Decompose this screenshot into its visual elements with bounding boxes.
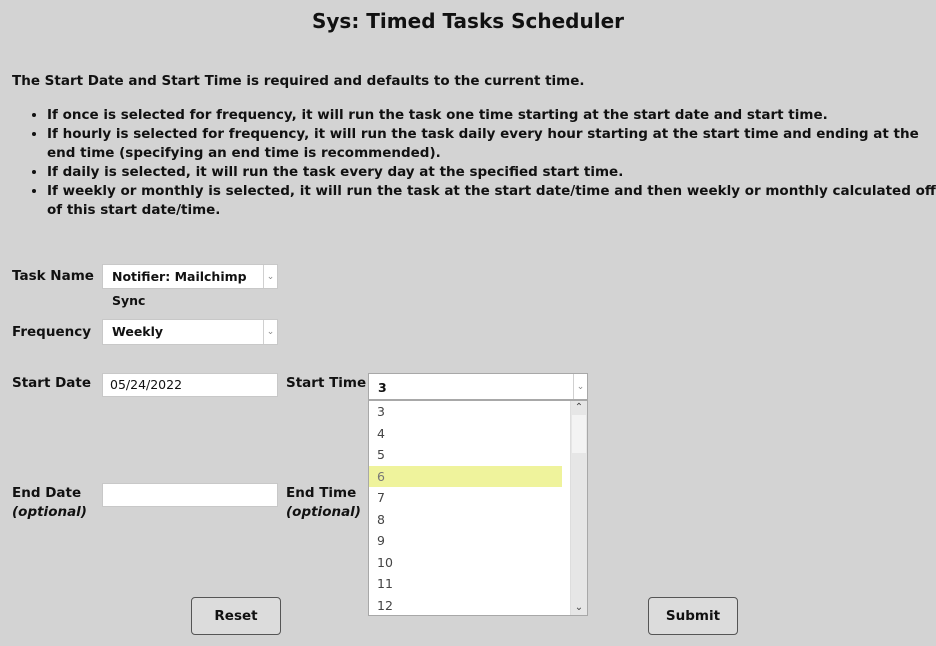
time-option[interactable]: 7 xyxy=(377,490,385,505)
rule-daily: • If daily is selected, it will run the task every day at the specified start time. xyxy=(47,163,936,182)
scrollbar-thumb[interactable] xyxy=(572,415,586,453)
chevron-down-icon: ⌄ xyxy=(263,265,277,288)
time-option[interactable]: 10 xyxy=(377,554,393,570)
end-date-label-text: End Date xyxy=(12,485,82,501)
start-time-value: 3 xyxy=(378,380,387,395)
submit-button[interactable]: Submit xyxy=(648,597,738,635)
end-time-label-text: End Time xyxy=(286,485,357,501)
time-option[interactable]: 3 xyxy=(377,404,385,419)
frequency-value: Weekly xyxy=(112,324,164,339)
task-name-select[interactable] xyxy=(102,264,278,308)
frequency-select[interactable] xyxy=(102,319,278,345)
time-option[interactable]: 4 xyxy=(377,425,385,441)
end-date-label xyxy=(12,484,87,522)
rule-weekly-monthly: • If weekly or monthly is selected, it will run the task at the start date/time and then weekly or monthly calculated off of this start date/time. xyxy=(47,182,936,220)
start-date-label: Start Date xyxy=(12,375,92,391)
time-option[interactable]: 5 xyxy=(377,447,385,462)
dropdown-scrollbar[interactable] xyxy=(570,401,587,615)
chevron-down-icon: ⌄ xyxy=(573,374,587,399)
time-option[interactable]: 12 xyxy=(377,597,393,613)
page-title: Sys: Timed Tasks Scheduler xyxy=(311,9,625,33)
start-time-label: Start Time xyxy=(286,375,367,391)
end-time-optional: (optional) xyxy=(286,504,361,520)
intro-text: The Start Date and Start Time is required and defaults to the current time. xyxy=(12,73,585,89)
end-date-optional: (optional) xyxy=(12,504,87,520)
end-time-label xyxy=(286,484,361,522)
chevron-down-icon[interactable]: ⌄ xyxy=(574,602,584,613)
end-date-input[interactable] xyxy=(102,483,278,507)
time-option[interactable]: 8 xyxy=(377,511,385,527)
start-date-input[interactable]: 05/24/2022 xyxy=(102,373,278,397)
reset-button[interactable]: Reset xyxy=(191,597,281,635)
chevron-up-icon[interactable]: ⌃ xyxy=(574,402,584,413)
task-name-label: Task Name xyxy=(12,268,94,284)
time-option[interactable]: 11 xyxy=(377,576,393,591)
time-option[interactable]: 9 xyxy=(377,533,385,548)
task-name-value: Notifier: Mailchimp Sync xyxy=(112,269,247,308)
rule-hourly: • If hourly is selected for frequency, it will run the task daily every hour starting at the start time and ending at the end time (specifying an end time is recommended). xyxy=(47,125,936,163)
frequency-label: Frequency xyxy=(12,324,92,340)
rules-list xyxy=(12,106,936,220)
start-time-select[interactable] xyxy=(368,373,588,400)
start-time-dropdown[interactable] xyxy=(368,400,588,616)
time-option[interactable]: 6 xyxy=(369,466,562,488)
rule-once: • If once is selected for frequency, it will run the task one time starting at the start date and start time. xyxy=(47,106,936,125)
chevron-down-icon: ⌄ xyxy=(263,320,277,344)
